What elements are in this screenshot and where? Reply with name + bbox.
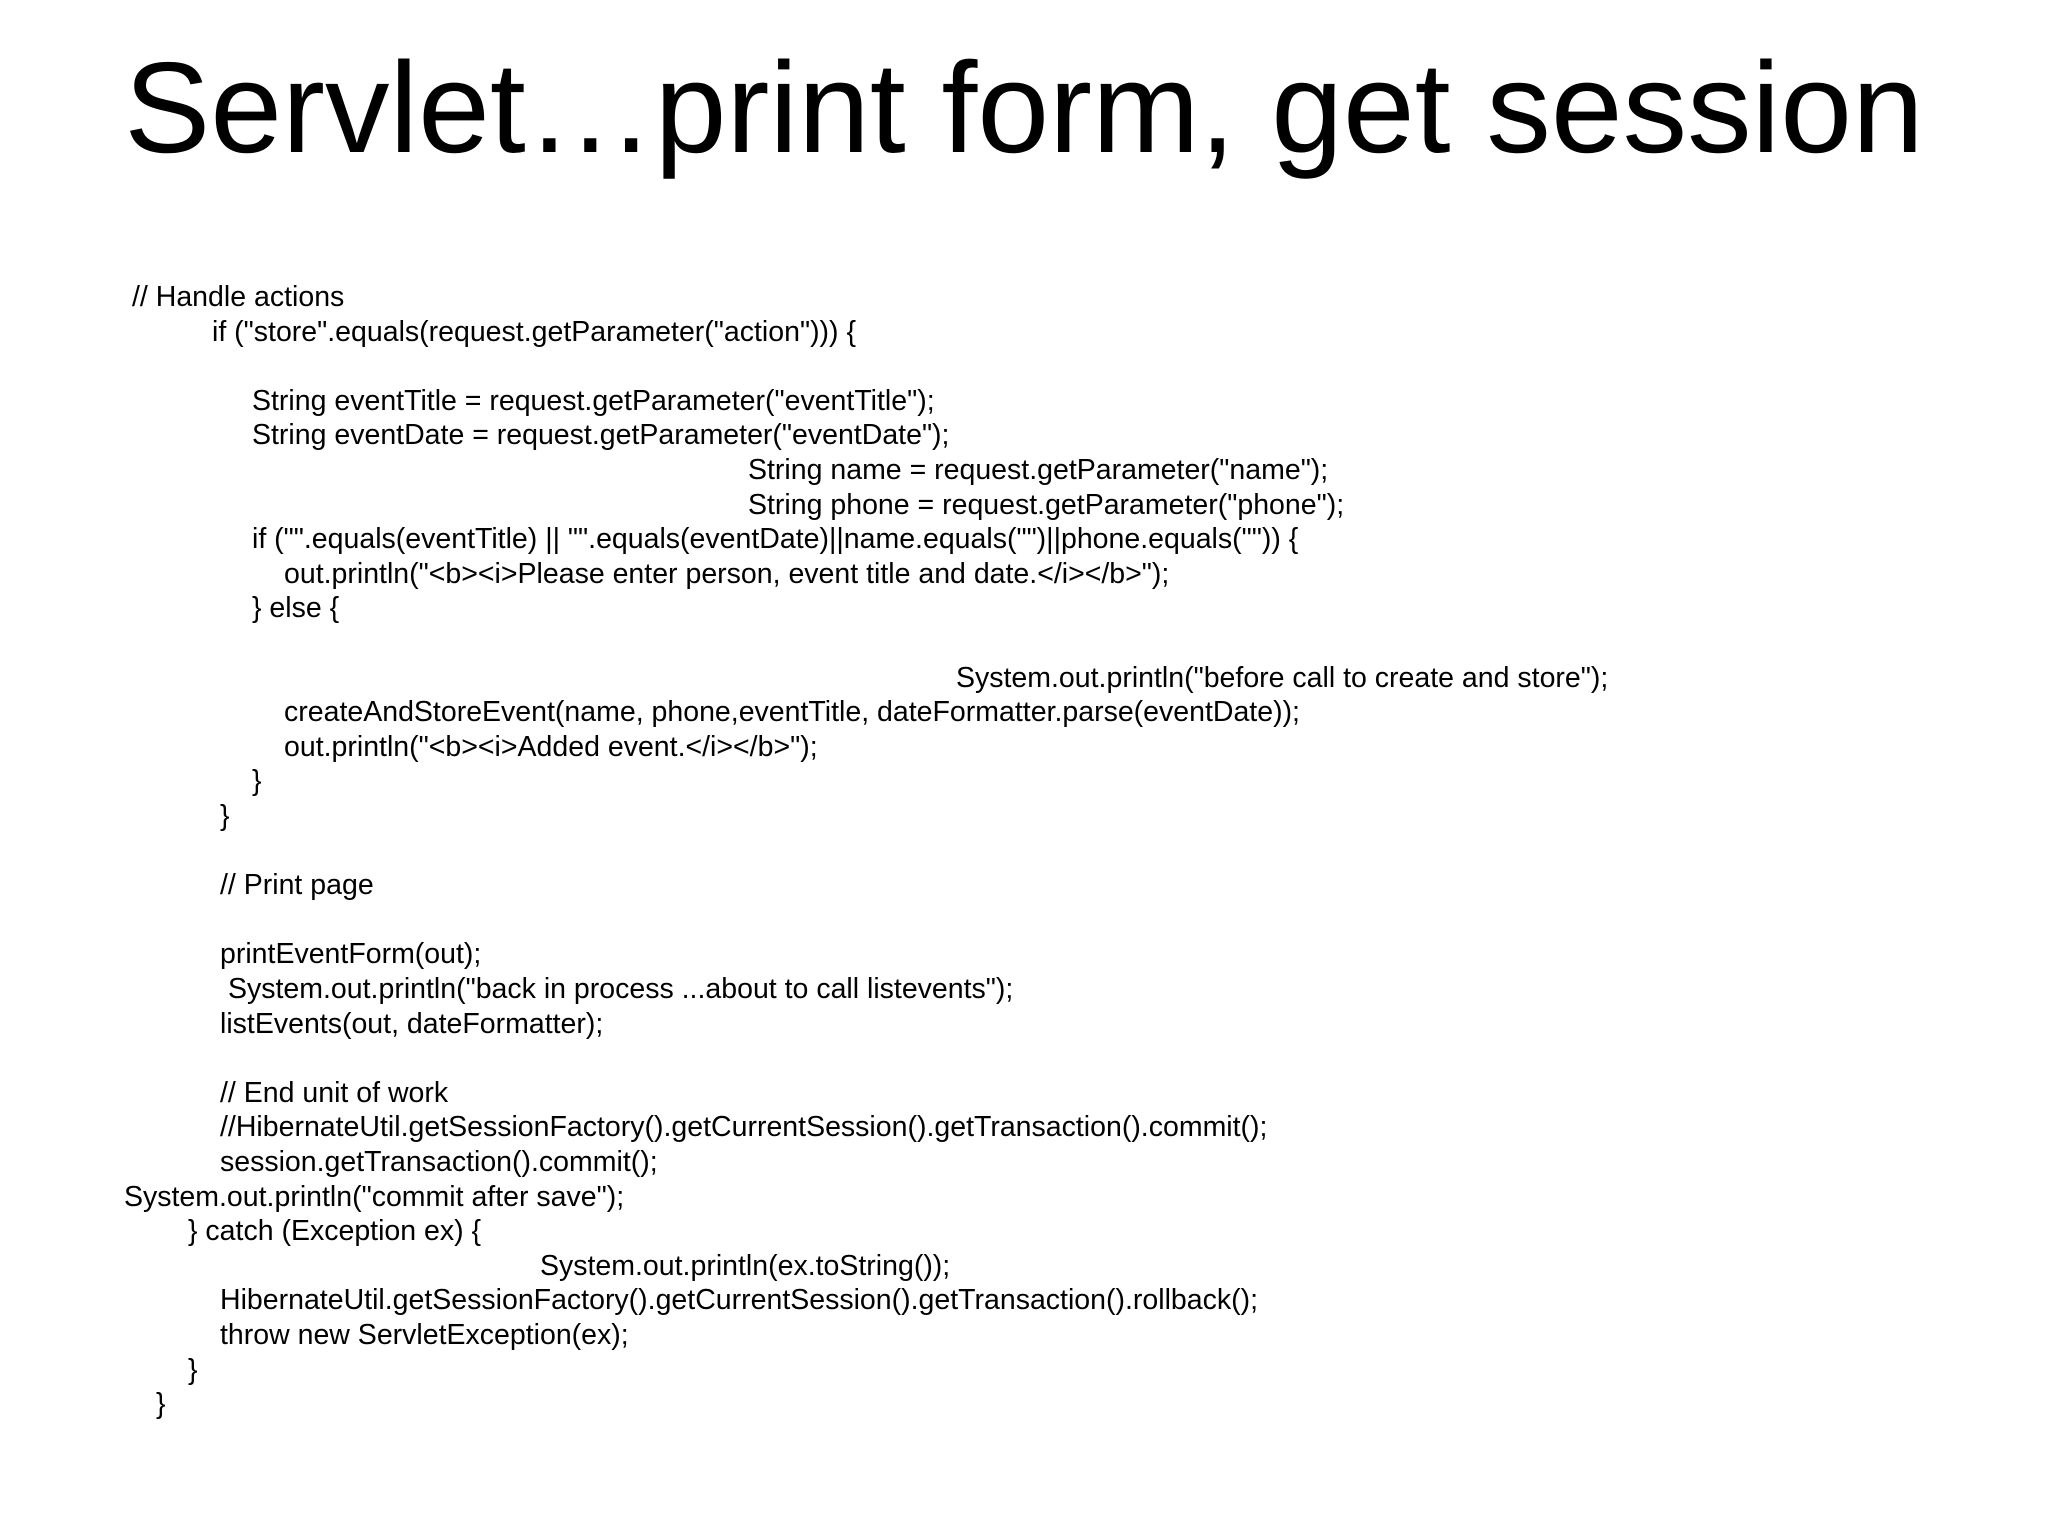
code-line: // Handle actions — [132, 281, 345, 313]
code-line: } else { — [252, 592, 340, 625]
code-line: if ("".equals(eventTitle) || "".equals(eventDate)||name.equals("")||phone.equals("")) { — [252, 523, 1299, 556]
code-line: HibernateUtil.getSessionFactory().getCurrentSession().getTransaction().rollback(); — [220, 1284, 1258, 1317]
code-line: System.out.println("commit after save"); — [124, 1180, 625, 1213]
slide-title: Servlet…print form, get session — [124, 36, 1924, 180]
code-line: // End unit of work — [220, 1076, 449, 1109]
code-line: throw new ServletException(ex); — [220, 1319, 629, 1351]
code-line: } — [156, 1388, 166, 1421]
code-line: createAndStoreEvent(name, phone,eventTitle, dateFormatter.parse(eventDate)); — [284, 696, 1300, 729]
code-line: String eventTitle = request.getParameter("eventTitle"); — [252, 384, 935, 417]
code-line: // Print page — [220, 869, 374, 902]
code-line: } — [220, 800, 230, 832]
code-line: } catch (Exception ex) { — [188, 1215, 482, 1248]
code-line: System.out.println(ex.toString()); — [540, 1249, 951, 1282]
code-line: String eventDate = request.getParameter("eventDate"); — [252, 419, 950, 452]
code-line: listEvents(out, dateFormatter); — [220, 1007, 604, 1040]
code-line: String name = request.getParameter("name"); — [748, 454, 1329, 486]
code-line: if ("store".equals(request.getParameter("action"))) { — [212, 315, 856, 348]
code-line: System.out.println("back in process ...about to call listevents"); — [228, 973, 1014, 1005]
code-line: printEventForm(out); — [220, 938, 482, 971]
code-line: } — [252, 765, 262, 798]
code-line: String phone = request.getParameter("phone"); — [748, 488, 1345, 521]
code-line: out.println("<b><i>Please enter person, event title and date.</i></b>"); — [284, 557, 1170, 590]
code-line: } — [188, 1353, 198, 1386]
code-line: System.out.println("before call to create and store"); — [956, 661, 1609, 694]
code-line: session.getTransaction().commit(); — [220, 1146, 658, 1178]
code-line: out.println("<b><i>Added event.</i></b>"); — [284, 730, 818, 763]
code-line: //HibernateUtil.getSessionFactory().getCurrentSession().getTransaction().commit(); — [220, 1111, 1268, 1144]
